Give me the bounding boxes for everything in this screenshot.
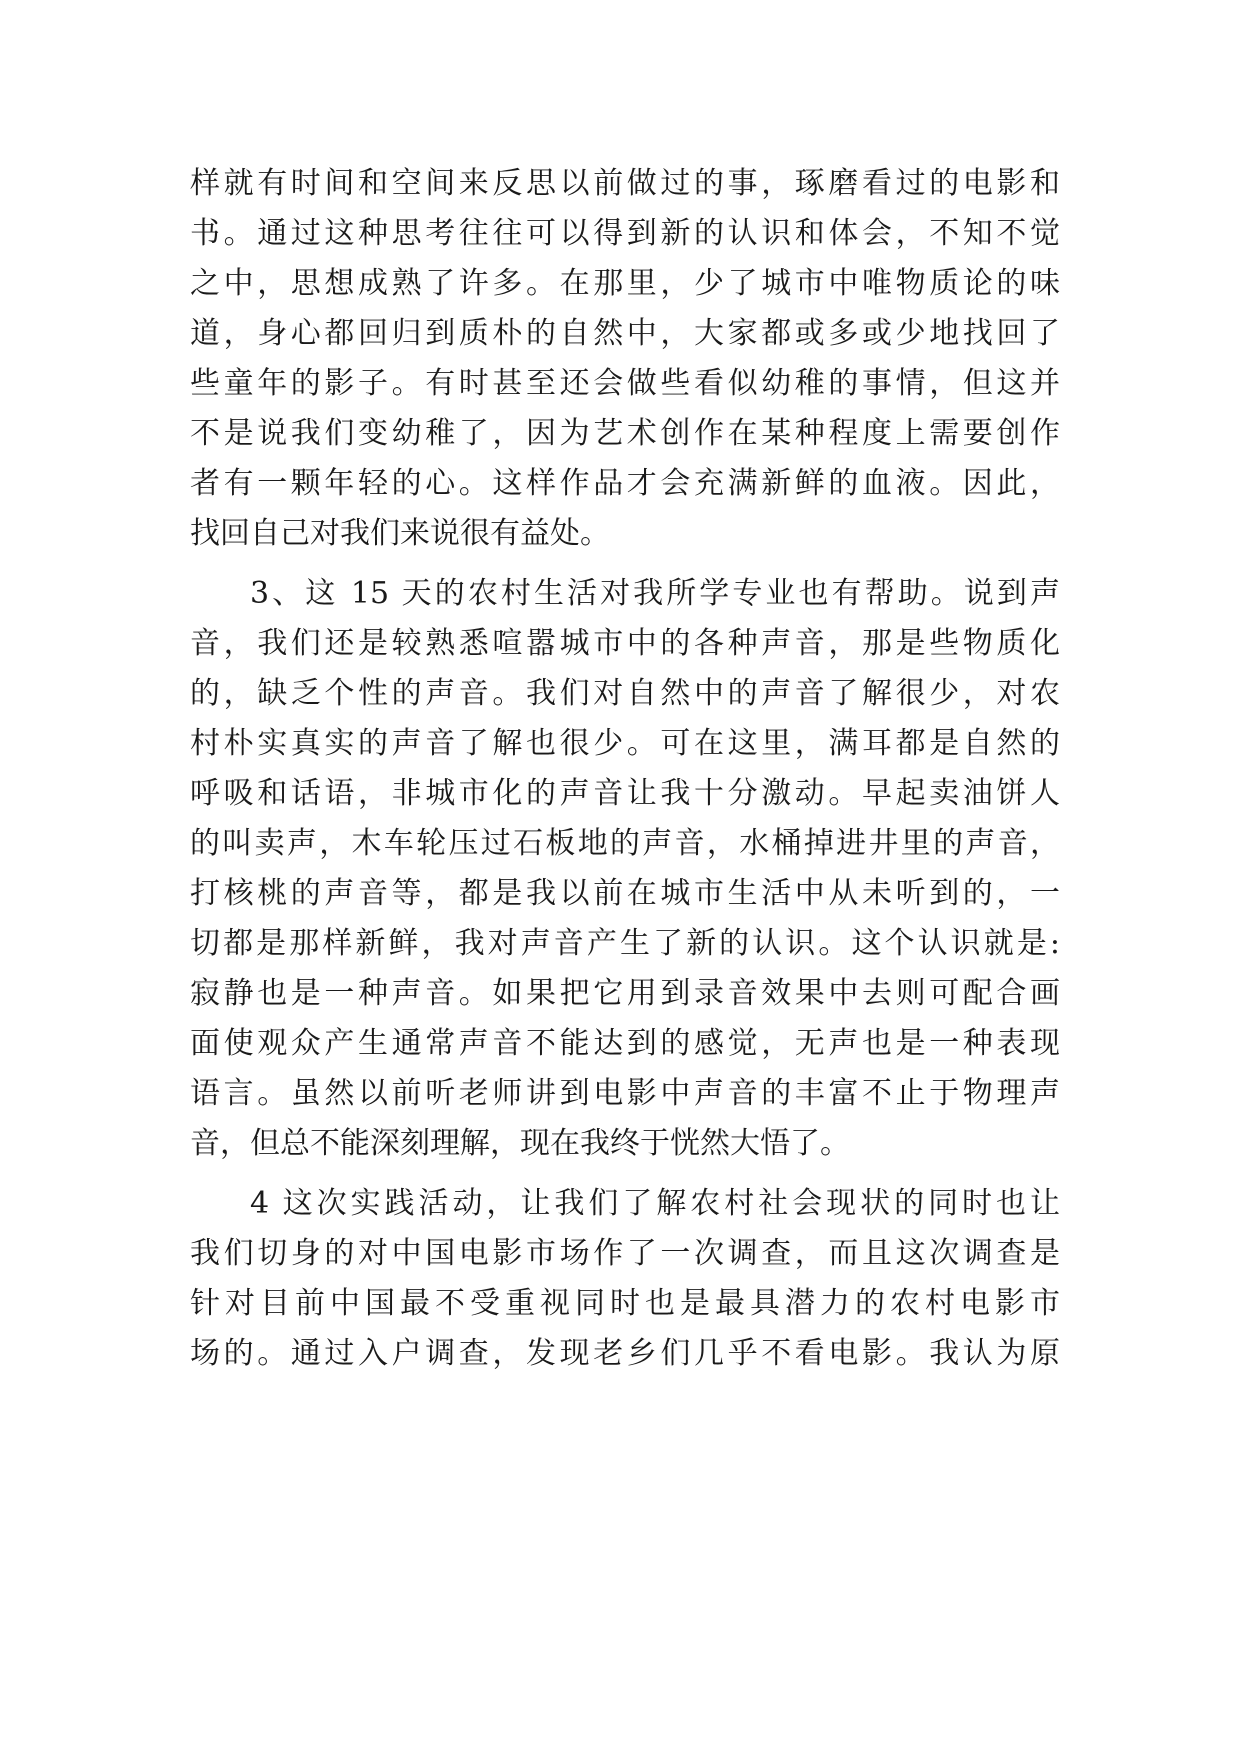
text-line: 音，我们还是较熟悉喧嚣城市中的各种声音，那是些物质化: [190, 626, 1060, 661]
paragraph-1: [190, 159, 1060, 559]
text-line: 之中，思想成熟了许多。在那里，少了城市中唯物质论的味: [190, 266, 1060, 301]
paragraph-3: [190, 1179, 1060, 1379]
text-line: 场的。通过入户调查，发现老乡们几乎不看电影。我认为原: [190, 1336, 1060, 1371]
text-line: 书。通过这种思考往往可以得到新的认识和体会，不知不觉: [190, 216, 1060, 251]
text-line: 音，但总不能深刻理解，现在我终于恍然大悟了。: [190, 1126, 850, 1161]
text-line: 针对目前中国最不受重视同时也是最具潜力的农村电影市: [190, 1286, 1060, 1321]
body-text: [190, 159, 1060, 1379]
text-line: 不是说我们变幼稚了，因为艺术创作在某种程度上需要创作: [190, 416, 1060, 451]
text-line: 的叫卖声，木车轮压过石板地的声音，水桶掉进井里的声音，: [190, 826, 1060, 861]
text-line: 者有一颗年轻的心。这样作品才会充满新鲜的血液。因此，: [190, 466, 1060, 501]
text-line: 道，身心都回归到质朴的自然中，大家都或多或少地找回了: [190, 316, 1060, 351]
text-line: 些童年的影子。有时甚至还会做些看似幼稚的事情，但这并: [190, 366, 1060, 401]
text-line: 3、这 15 天的农村生活对我所学专业也有帮助。说到声: [250, 576, 1060, 611]
text-line: 寂静也是一种声音。如果把它用到录音效果中去则可配合画: [190, 976, 1060, 1011]
paragraph-2: [190, 569, 1060, 1169]
text-line: 村朴实真实的声音了解也很少。可在这里，满耳都是自然的: [190, 726, 1060, 761]
text-line: 切都是那样新鲜，我对声音产生了新的认识。这个认识就是:: [190, 926, 1060, 961]
text-line: 语言。虽然以前听老师讲到电影中声音的丰富不止于物理声: [190, 1076, 1060, 1111]
text-line: 找回自己对我们来说很有益处。: [190, 516, 610, 551]
text-line: 呼吸和话语，非城市化的声音让我十分激动。早起卖油饼人: [190, 776, 1060, 811]
text-line: 我们切身的对中国电影市场作了一次调查，而且这次调查是: [190, 1236, 1060, 1271]
text-line: 面使观众产生通常声音不能达到的感觉，无声也是一种表现: [190, 1026, 1060, 1061]
text-line: 打核桃的声音等，都是我以前在城市生活中从未听到的，一: [190, 876, 1060, 911]
text-line: 的，缺乏个性的声音。我们对自然中的声音了解很少，对农: [190, 676, 1060, 711]
text-line: 样就有时间和空间来反思以前做过的事，琢磨看过的电影和: [190, 166, 1060, 201]
text-line: 4 这次实践活动，让我们了解农村社会现状的同时也让: [250, 1186, 1060, 1221]
